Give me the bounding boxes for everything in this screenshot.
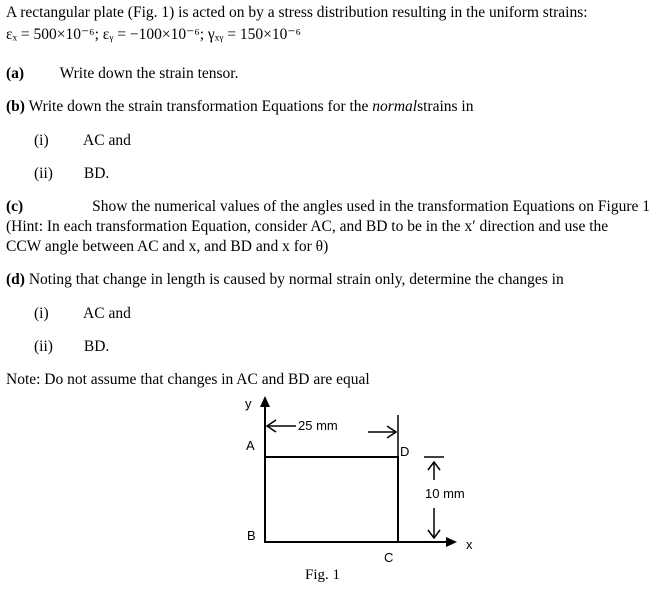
part-b-item-1-num: (i) bbox=[34, 132, 49, 149]
part-d-text: Noting that change in length is caused by normal strain only, determine the changes in bbox=[28, 271, 564, 288]
part-a-label: (a) bbox=[6, 65, 25, 82]
part-b-item-2-num: (ii) bbox=[34, 165, 53, 182]
part-d-item-2-num: (ii) bbox=[34, 338, 53, 355]
intro-text: A rectangular plate (Fig. 1) is acted on by a stress distribution resulting in the uniform strains: bbox=[6, 4, 588, 21]
corner-c-label: C bbox=[384, 550, 394, 565]
part-c-label: (c) bbox=[6, 198, 24, 215]
part-c-text-3: CCW angle between AC and x, and BD and x for θ) bbox=[6, 238, 329, 255]
part-b-text-pre: Write down the strain transformation Equations for the bbox=[28, 98, 369, 115]
part-d-item-1-num: (i) bbox=[34, 305, 49, 322]
y-axis-label: y bbox=[245, 396, 252, 411]
corner-d-label: D bbox=[400, 444, 410, 459]
part-b-item-1-text: AC and bbox=[83, 132, 131, 149]
figure-caption-text: Fig. 1 bbox=[305, 567, 341, 583]
x-axis-label: x bbox=[466, 537, 473, 552]
part-d-item-2-text: BD. bbox=[83, 338, 110, 355]
corner-b-label: B bbox=[247, 528, 256, 543]
part-b-item-2-text: BD. bbox=[83, 165, 110, 182]
plate-rectangle bbox=[265, 457, 398, 542]
part-b-text-post: strains in bbox=[417, 98, 474, 115]
strain-gxy: γₓᵧ = 150×10⁻⁶ bbox=[207, 26, 301, 43]
part-c-text-2: (Hint: In each transformation Equation, consider AC, and BD to be in the x′ direction and use the bbox=[6, 218, 609, 235]
strain-ex: εₓ = 500×10⁻⁶; bbox=[6, 26, 99, 43]
part-c-text-1: Show the numerical values of the angles used in the transformation Equations on Figure 1 bbox=[92, 198, 650, 215]
part-b-label: (b) bbox=[6, 98, 25, 115]
note-text: Note: Do not assume that changes in AC and BD are equal bbox=[6, 371, 370, 388]
part-d-item-1-text: AC and bbox=[83, 305, 131, 322]
height-dim-label: 10 mm bbox=[425, 486, 465, 501]
part-d-label: (d) bbox=[6, 271, 25, 288]
width-dim-label: 25 mm bbox=[298, 418, 338, 433]
strain-ey: εᵧ = −100×10⁻⁶; bbox=[102, 26, 204, 43]
part-b-text-em: normal bbox=[372, 98, 418, 115]
part-a-text: Write down the strain tensor. bbox=[59, 65, 239, 82]
figure-caption bbox=[305, 567, 340, 584]
x-axis-arrow-icon bbox=[446, 537, 457, 547]
corner-a-label: A bbox=[246, 438, 255, 453]
y-axis-arrow-icon bbox=[260, 396, 270, 407]
